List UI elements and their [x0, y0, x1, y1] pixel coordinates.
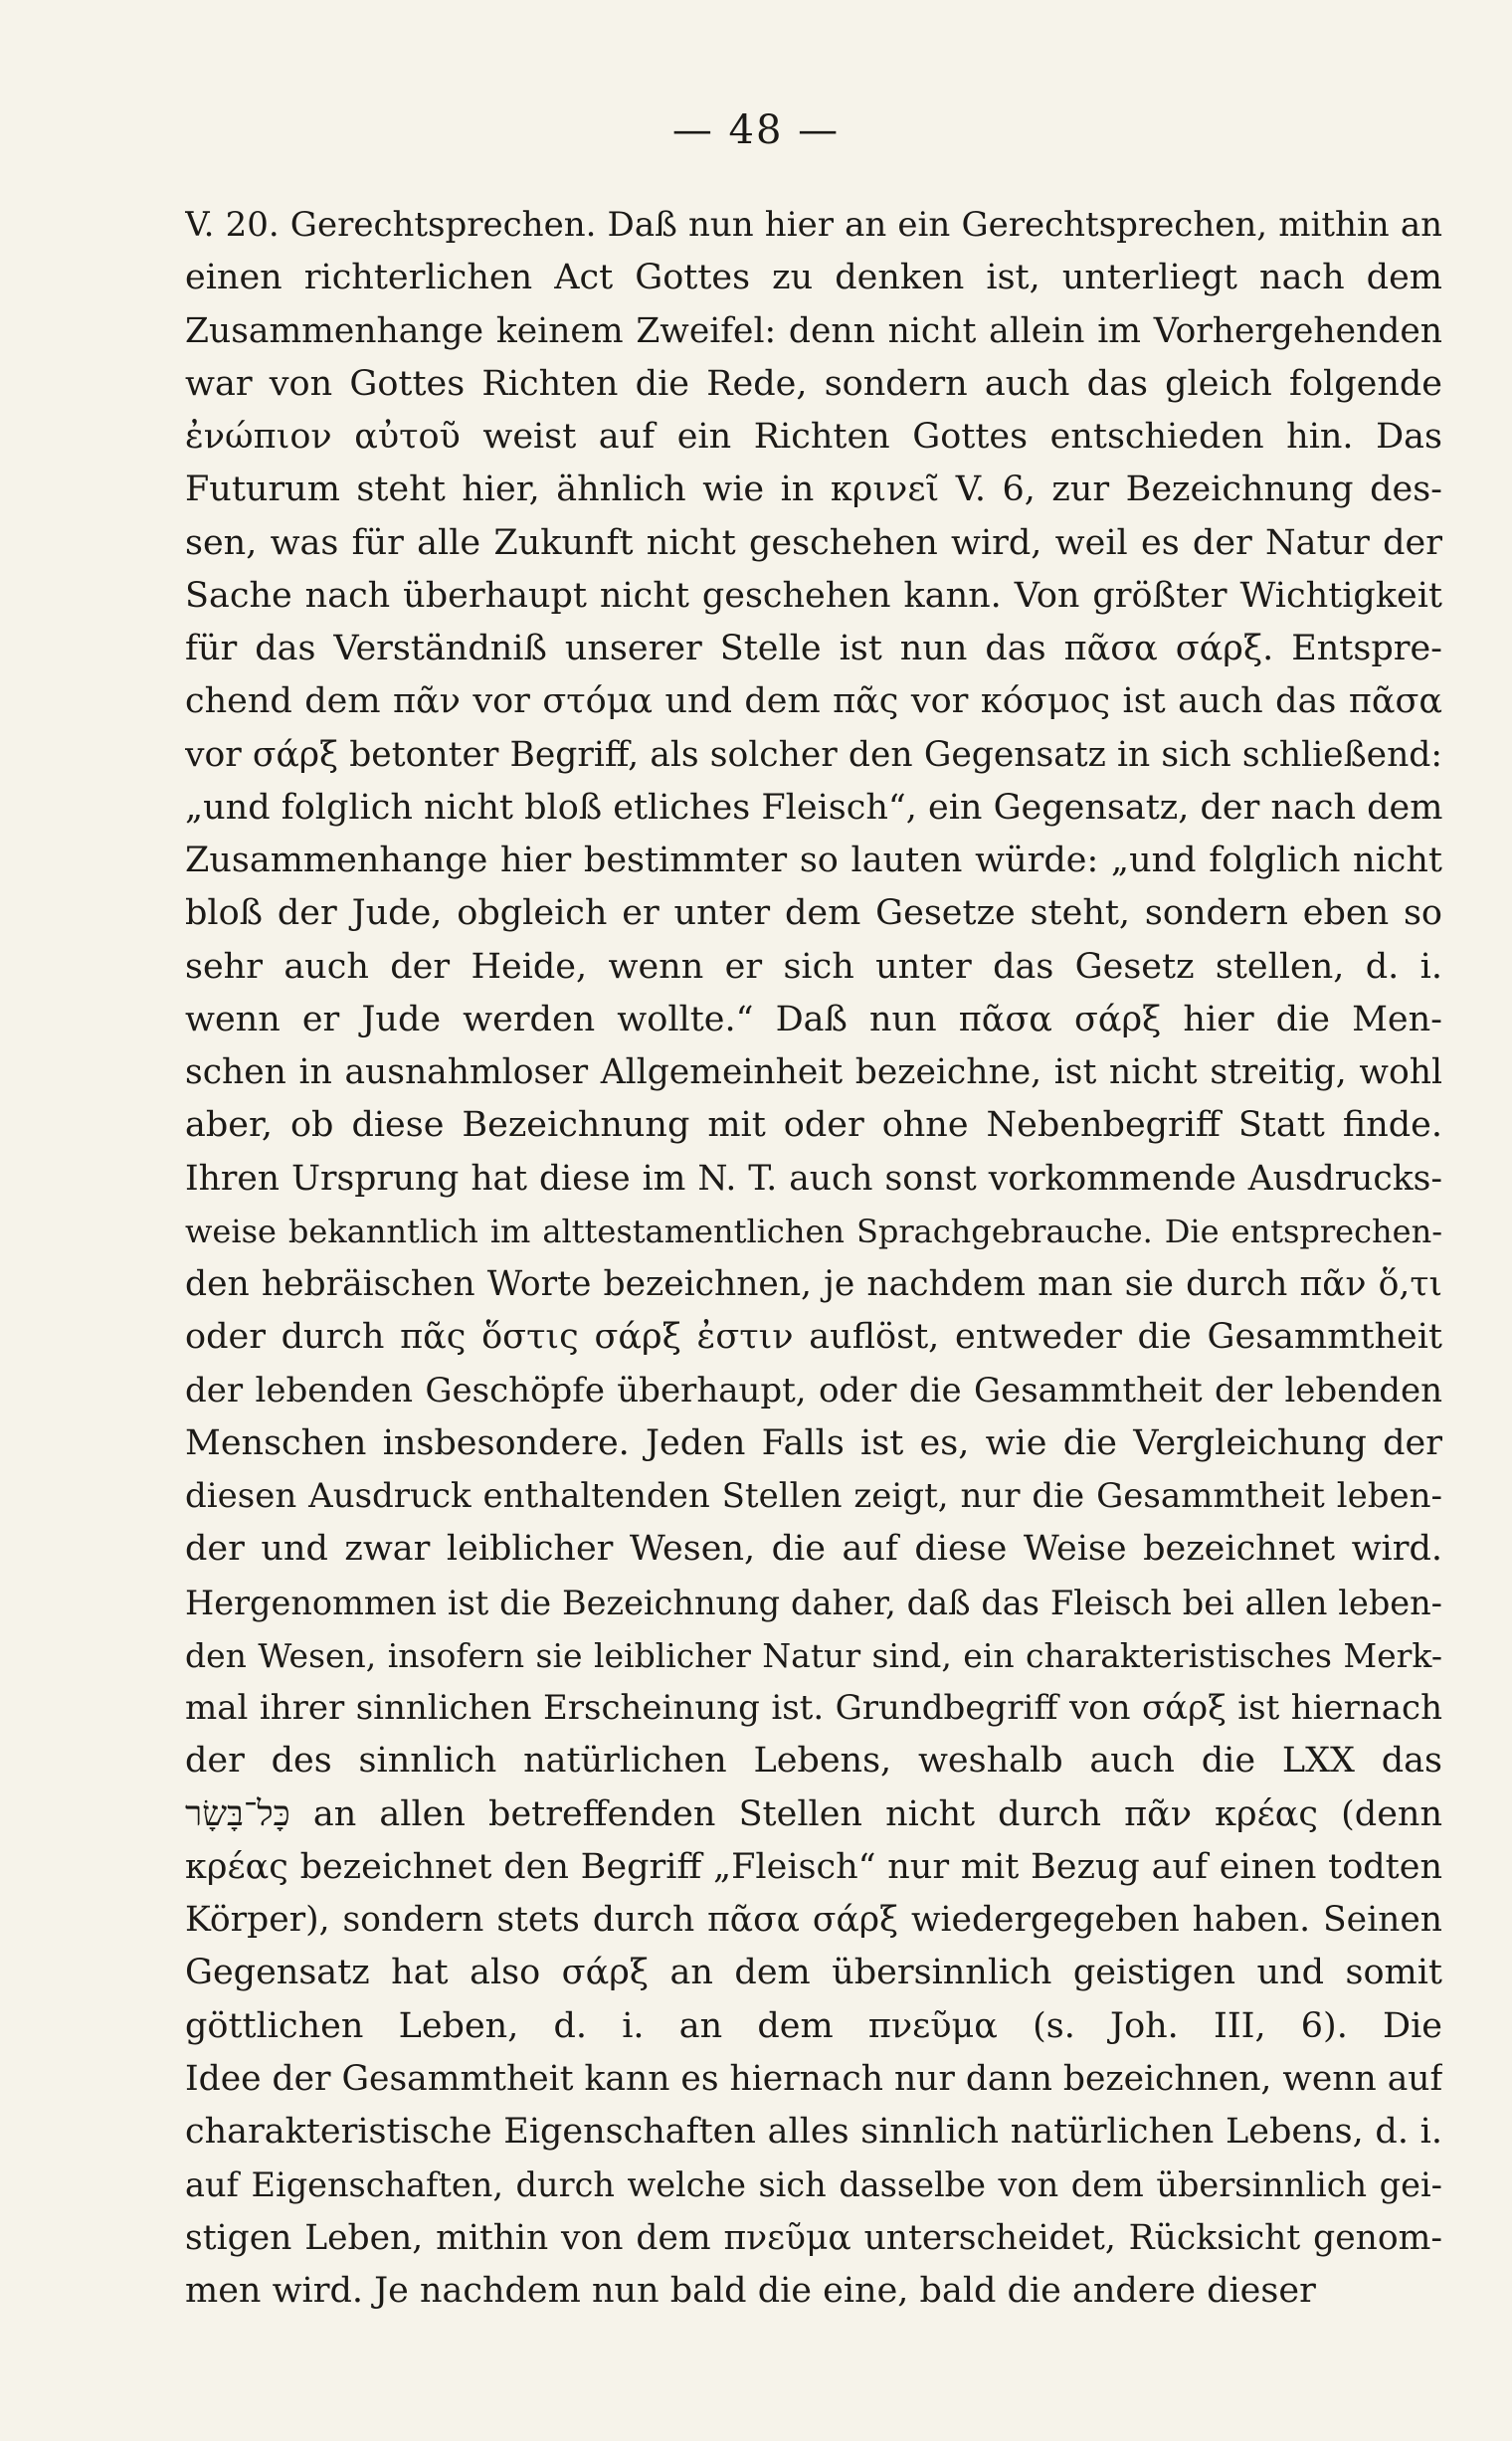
text-line: Gegensatz hat also σάρξ an dem übersinnlich geistigen und somit [185, 1953, 1442, 1993]
page-number: — 48 — [671, 107, 841, 153]
text-line: vor σάρξ betonter Begriff, als solcher den Gegensatz in sich schließend: [185, 734, 1442, 775]
text-line: den hebräischen Worte bezeichnen, je nachdem man sie durch πᾶν ὅ,τι [185, 1264, 1442, 1304]
text-line: sen, was für alle Zukunft nicht geschehen wird, weil es der Natur der [185, 522, 1442, 563]
text-line: war von Gottes Richten die Rede, sondern auch das gleich folgende [185, 363, 1442, 404]
text-line: Zusammenhange hier bestimmter so lauten würde: „und folglich nicht [185, 841, 1442, 880]
text-line: aber, ob diese Bezeichnung mit oder ohne Nebenbegriff Statt finde. [185, 1105, 1442, 1146]
text-line: stigen Leben, mithin von dem πνεῦμα unterscheidet, Rücksicht genom- [185, 2217, 1442, 2258]
text-line: der und zwar leiblicher Wesen, die auf diese Weise bezeichnet wird. [185, 1529, 1442, 1570]
text-line: weise bekanntlich im alttestamentlichen Sprachgebrauche. Die entsprechen- [185, 1212, 1442, 1250]
text-line: oder durch πᾶς ὅστις σάρξ ἐστιν auflöst, entweder die Gesammtheit [185, 1317, 1442, 1358]
text-line: Idee der Gesammtheit kann es hiernach nur dann bezeichnen, wenn auf [185, 2058, 1442, 2099]
text-line: Körper), sondern stets durch πᾶσα σάρξ wiedergegeben haben. Seinen [185, 1900, 1442, 1940]
text-line: auf Eigenschaften, durch welche sich dasselbe von dem übersinnlich gei- [185, 2165, 1442, 2205]
text-line: charakteristische Eigenschaften alles sinnlich natürlichen Lebens, d. i. [185, 2112, 1442, 2152]
text-line: sehr auch der Heide, wenn er sich unter das Gesetz stellen, d. i. [185, 946, 1442, 987]
text-line: der lebenden Geschöpfe überhaupt, oder die Gesammtheit der lebenden [185, 1370, 1442, 1410]
text-line: men wird. Je nachdem nun bald die eine, bald die andere dieser [185, 2270, 1316, 2311]
text-line: „und folglich nicht bloß etliches Fleisch“, ein Gegensatz, der nach dem [185, 787, 1442, 828]
text-line: κρέας bezeichnet den Begriff „Fleisch“ nur mit Bezug auf einen todten [185, 1846, 1442, 1887]
text-line: einen richterlichen Act Gottes zu denken ist, unterliegt nach dem [185, 258, 1442, 298]
text-line: Sache nach überhaupt nicht geschehen kann. Von größter Wichtigkeit [185, 575, 1442, 616]
text-line: ἐνώπιον αὐτοῦ weist auf ein Richten Gottes entschieden hin. Das [185, 417, 1442, 457]
text-line: כָּל־בָּשָׂר an allen betreffenden Stellen nicht durch πᾶν κρέας (denn [185, 1793, 1442, 1834]
text-line: göttlichen Leben, d. i. an dem πνεῦμα (s. Joh. III, 6). Die [185, 2005, 1442, 2046]
text-line: für das Verständniß unserer Stelle ist nun das πᾶσα σάρξ. Entspre- [185, 629, 1442, 668]
text-line: Menschen insbesondere. Jeden Falls ist es, wie die Vergleichung der [185, 1422, 1442, 1463]
text-line: chend dem πᾶν vor στόμα und dem πᾶς vor κόσμος ist auch das πᾶσα [185, 681, 1442, 722]
text-line: V. 20. Gerechtsprechen. Daß nun hier an ein Gerechtsprechen, mithin an [185, 205, 1442, 245]
text-line: mal ihrer sinnlichen Erscheinung ist. Grundbegriff von σάρξ ist hiernach [185, 1688, 1442, 1728]
text-line: bloß der Jude, obgleich er unter dem Gesetze steht, sondern eben so [185, 893, 1442, 934]
body-text [185, 199, 1442, 2318]
text-line: diesen Ausdruck enthaltenden Stellen zeigt, nur die Gesammtheit leben- [185, 1476, 1442, 1516]
text-line: den Wesen, insofern sie leiblicher Natur sind, ein charakteristisches Merk- [185, 1635, 1442, 1675]
text-line: Ihren Ursprung hat diese im N. T. auch sonst vorkommende Ausdrucks- [185, 1158, 1442, 1199]
text-line: wenn er Jude werden wollte.“ Daß nun πᾶσα σάρξ hier die Men- [185, 999, 1442, 1039]
text-line: Futurum steht hier, ähnlich wie in κρινεῖ V. 6, zur Bezeichnung des- [185, 469, 1442, 510]
text-line: Zusammenhange keinem Zweifel: denn nicht allein im Vorhergehenden [185, 310, 1442, 351]
text-line: Hergenommen ist die Bezeichnung daher, daß das Fleisch bei allen leben- [185, 1583, 1442, 1622]
text-line: schen in ausnahmloser Allgemeinheit bezeichne, ist nicht streitig, wohl [185, 1052, 1442, 1092]
text-line: der des sinnlich natürlichen Lebens, weshalb auch die LXX das [185, 1741, 1442, 1782]
